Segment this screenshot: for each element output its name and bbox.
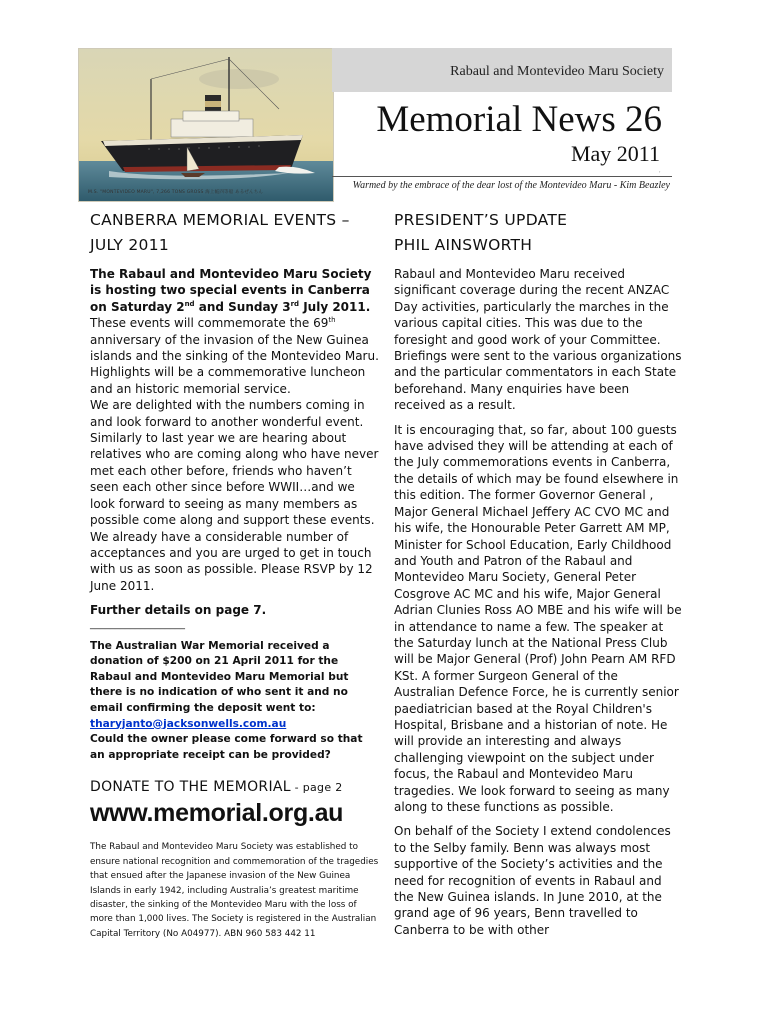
canberra-para1-b: anniversary of the invasion of the New Guinea islands and the sinking of the Montevideo Maru. Highlights will be a commemorative luncheon and an historic memorial service. [90,332,379,396]
president-para3: On behalf of the Society I extend condolences to the Selby family. Benn was always most supportive of the Society’s activities and the need for recognition of events in Rabaul and the New Guinea islands. In June 2010, at the grand age of 96 years, Benn travelled to Canberra to be with other [394,824,671,937]
montevideo-maru-ship-image [79,49,333,201]
president-heading-line1: PRESIDENT’S UPDATE [394,211,568,229]
donate-heading-text: DONATE TO THE MEMORIAL [90,779,291,796]
sup-nd: nd [184,299,195,308]
president-heading-line2: PHIL AINSWORTH [394,236,533,254]
canberra-intro-c: July 2011. [299,299,371,314]
society-about: The Rabaul and Montevideo Maru Society was established to ensure national recognition and commemoration of the tragedies that ensued after the Japanese invasion of the New Guinea Islands in early 1942, including Australia’s greatest maritime disaster, the sinking of the Montevideo Maru with the loss of more than 1,000 lives. The Society is registered in the Australian Capital Territory (No A04977). ABN 960 583 442 11 [90,842,379,939]
president-para2: It is encouraging that, so far, about 100 guests have advised they will be attending at each of the July commemorations events in Canberra, the details of which may be found elsewhere in this edition. The former Governor General , Major General Michael Jeffery AC CVO MC and his wife, the Honourable Peter Garrett AM MP, Minister for School Education, Early Childhood and Youth and Patron of the Rabaul and Montevideo Maru Society, General Peter Cosgrove AC MC and his wife, Major General Adrian Clunies Ross AO MBE and his wife will be in attendance to name a few. The speaker at the Saturday lunch at the National Press Club will be Major General (Prof) John Pearn AM RFD KSt. A former Surgeon General of the Australian Defence Force, he is currently senior paediatrician based at the Royal Children's Hospital, Brisbane and a historian of note. He will provide an interesting and always challenging viewpoint on the subject under focus, the Rabaul and Montevideo Maru tragedies. We look forward to seeing as many along to these functions as possible. [394,422,682,814]
canberra-para2: We are delighted with the numbers coming in and look forward to another wonderful event. Similarly to last year we are hearing about relatives who are coming along who have never met each other before, friends who haven’t seen each other since before WWII…and we look forward to seeing as many members as possible come along and support these events. We already have a considerable number of acceptances and you are urged to get in touch with us as soon as possible. Please RSVP by 12 June 2011. [90,398,379,593]
ship-caption: M.S. "MONTEVIDEO MARU", 7,266 TONS GROSS 海上帳四等船 あるぜんちん [88,190,264,195]
website-link[interactable]: www.memorial.org.au [90,799,344,828]
further-details: Further details on page 7. [90,603,267,618]
canberra-heading-line1: CANBERRA MEMORIAL EVENTS – [90,211,350,229]
masthead-title: Memorial News 26 [376,99,662,140]
issue-date: May 2011 [570,141,660,166]
canberra-body [90,266,380,594]
sup-rd: rd [290,299,300,308]
canberra-intro-a: The Rabaul and Montevideo Maru Society is hosting two special events in Canberra on Saturday 2 [90,267,372,314]
society-band [332,48,672,92]
donate-heading [90,779,380,795]
awm-text: The Australian War Memorial received a donation of $200 on 21 April 2011 for the Rabaul and Montevideo Maru Memorial but there is no indication of who sent it and no email confirming the deposit went to: [90,639,349,714]
left-column [90,208,380,941]
president-heading [394,208,682,258]
separator-line: ___________________ [90,618,185,630]
canberra-heading [90,208,380,258]
society-name: Rabaul and Montevideo Maru Society [450,64,664,79]
canberra-intro-b: and Sunday 3 [194,299,291,314]
email-link[interactable]: tharyjanto@jacksonwells.com.au [90,717,287,730]
ship-illustration [78,48,334,202]
president-para1: Rabaul and Montevideo Maru received significant coverage during the recent ANZAC Day activities, particularly the marches in the various capital cities. This was due to the foresight and good work of your Committee. Briefings were sent to the various organizations and the particular commentators in each State beforehand. Many enquiries have been received as a result. [394,267,682,413]
awm-notice [90,639,380,764]
canberra-para1-a: These events will commemorate the 69 [90,316,329,331]
donate-page-ref: - page 2 [290,781,343,795]
awm-closing: Could the owner please come forward so that an appropriate receipt can be provided? [90,733,363,761]
right-column [394,208,682,938]
sup-th: th [328,316,336,325]
tiny-mark: , [659,168,661,174]
tagline-rule [332,176,672,177]
canberra-heading-line2: JULY 2011 [90,236,170,254]
tagline: Warmed by the embrace of the dear lost of the Montevideo Maru - Kim Beazley [352,180,670,191]
